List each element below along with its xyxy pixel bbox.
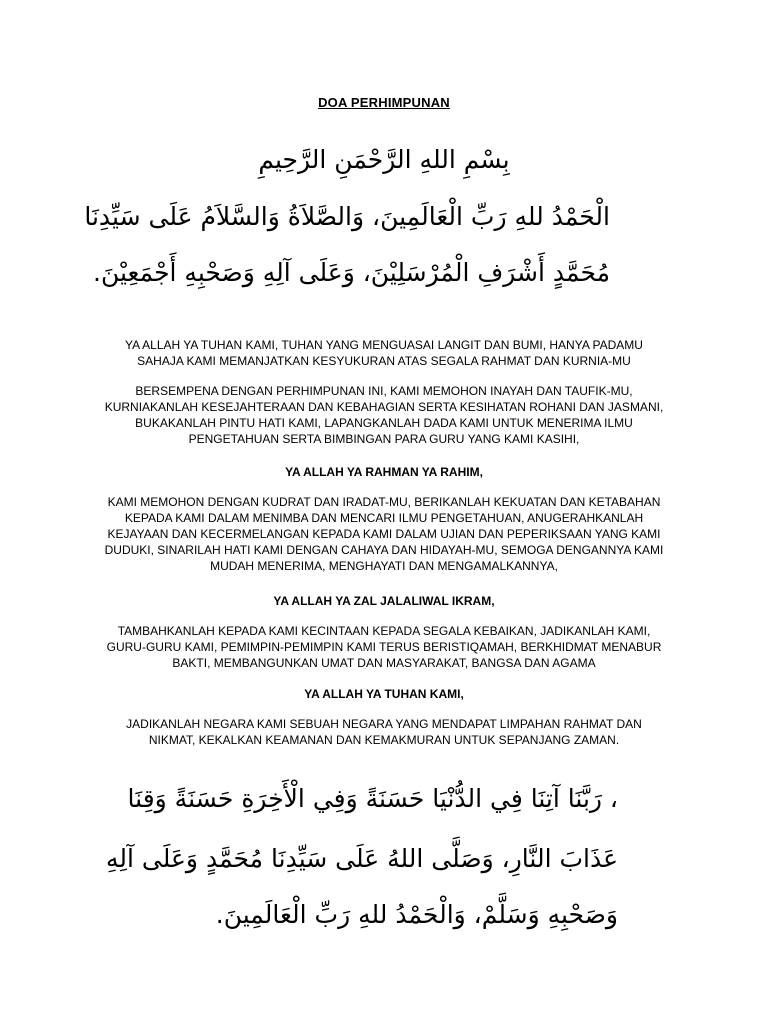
paragraph-4 <box>84 623 684 671</box>
paragraph-2-line: KURNIAKANLAH KESEJAHTERAAN DAN KEBAHAGIAN SERTA KESIHATAN ROHANI DAN JASMANI, <box>104 400 664 414</box>
paragraph-3-line: MUDAH MENERIMA, MENGHAYATI DAN MENGAMALKANNYA, <box>210 559 558 573</box>
arabic-closing-line-2: عَذَابَ النَّارِ، وَصَلَّى اللهُ عَلَى سَيِّدِنَا مُحَمَّدٍ وَعَلَى آلِهِ <box>105 844 618 873</box>
paragraph-2 <box>84 383 684 447</box>
paragraph-3-line: KEPADA KAMI DALAM MENIMBA DAN MENCARI ILMU PENGETAHUAN, ANUGERAHKANLAH <box>124 511 644 525</box>
paragraph-4-line: TAMBAHKANLAH KEPADA KAMI KECINTAAN KEPADA SEGALA KEBAIKAN, JADIKANLAH KAMI, <box>117 624 651 638</box>
paragraph-3-line: DUDUKI, SINARILAH HATI KAMI DENGAN CAHAYA DAN HIDAYAH-MU, SEMOGA DENGANNYA KAMI <box>104 543 664 557</box>
arabic-opening-line-2: الْحَمْدُ للهِ رَبِّ الْعَالَمِينَ، وَالصَّلاَةُ وَالسَّلاَمُ عَلَى سَيِّدِنَا <box>84 202 610 231</box>
paragraph-2-line: BUKAKANLAH PINTU HATI KAMI, LAPANGKANLAH DADA KAMI UNTUK MENERIMA ILMU <box>135 416 633 430</box>
paragraph-1-line: YA ALLAH YA TUHAN KAMI, TUHAN YANG MENGUASAI LANGIT DAN BUMI, HANYA PADAMU <box>125 338 643 352</box>
arabic-closing-line-3: وَصَحْبِهِ وَسَلَّمْ، وَالْحَمْدُ للهِ رَبِّ الْعَالَمِينَ. <box>215 900 618 929</box>
heading-zal-jalali: YA ALLAH YA ZAL JALALIWAL IKRAM, <box>273 594 495 608</box>
arabic-basmalah: بِسْمِ اللهِ الرَّحْمَنِ الرَّحِيمِ <box>258 145 510 174</box>
heading-ya-rahman: YA ALLAH YA RAHMAN YA RAHIM, <box>285 465 483 479</box>
paragraph-5-line: NIKMAT, KEKALKAN KEAMANAN DAN KEMAKMURAN UNTUK SEPANJANG ZAMAN. <box>148 733 620 747</box>
paragraph-3 <box>84 494 684 574</box>
paragraph-3-line: KEJAYAAN DAN KECERMELANGAN KEPADA KAMI DALAM UJIAN DAN PEPERIKSAAN YANG KAMI <box>107 527 661 541</box>
paragraph-4-line: GURU-GURU KAMI, PEMIMPIN-PEMIMPIN KAMI TERUS BERISTIQAMAH, BERKHIDMAT MENABUR <box>106 640 662 654</box>
arabic-opening-line-3: مُحَمَّدٍ أَشْرَفِ الْمُرْسَلِيْنَ، وَعَلَى آلِهِ وَصَحْبِهِ أَجْمَعِيْنَ. <box>93 258 610 287</box>
paragraph-1-line: SAHAJA KAMI MEMANJATKAN KESYUKURAN ATAS SEGALA RAHMAT DAN KURNIA-MU <box>137 354 631 368</box>
paragraph-1 <box>84 337 684 369</box>
heading-ya-tuhan: YA ALLAH YA TUHAN KAMI, <box>304 687 464 701</box>
document-title: DOA PERHIMPUNAN <box>318 95 450 110</box>
arabic-closing-line-1: ، رَبَّنَا آتِنَا فِي الدُّنْيَا حَسَنَةً وَفِي الْأَخِرَةِ حَسَنَةً وَقِنَا <box>127 784 618 813</box>
paragraph-5-line: JADIKANLAH NEGARA KAMI SEBUAH NEGARA YANG MENDAPAT LIMPAHAN RAHMAT DAN <box>126 717 642 731</box>
paragraph-2-line: BERSEMPENA DENGAN PERHIMPUNAN INI, KAMI MEMOHON INAYAH DAN TAUFIK-MU, <box>135 384 633 398</box>
paragraph-5 <box>84 716 684 748</box>
paragraph-3-line: KAMI MEMOHON DENGAN KUDRAT DAN IRADAT-MU, BERIKANLAH KEKUATAN DAN KETABAHAN <box>107 495 661 509</box>
paragraph-2-line: PENGETAHUAN SERTA BIMBINGAN PARA GURU YANG KAMI KASIHI, <box>188 432 580 446</box>
paragraph-4-line: BAKTI, MEMBANGUNKAN UMAT DAN MASYARAKAT, BANGSA DAN AGAMA <box>172 656 596 670</box>
